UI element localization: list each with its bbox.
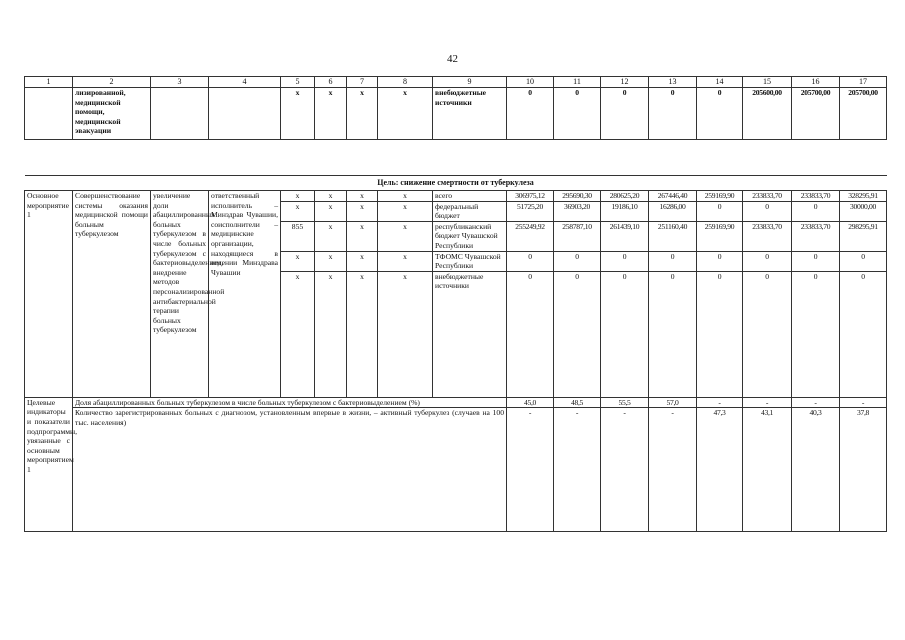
value-cell: 205700,00 — [792, 88, 840, 140]
value-cell: 37,8 — [840, 408, 887, 532]
header-cell: 17 — [840, 77, 887, 88]
value-cell: 51725,20 — [507, 201, 554, 221]
code-cell: х — [347, 201, 378, 221]
value-cell: 0 — [840, 251, 887, 271]
continued-row — [25, 88, 887, 140]
spacer-cell — [25, 140, 887, 176]
value-cell: - — [601, 408, 649, 532]
empty-cell — [25, 88, 73, 140]
value-cell: 0 — [792, 271, 840, 397]
x-cell: х — [378, 88, 433, 140]
code-cell: х — [315, 191, 347, 202]
code-cell: х — [378, 251, 433, 271]
value-cell: 233833,70 — [743, 221, 792, 251]
code-cell: х — [281, 251, 315, 271]
code-cell: х — [315, 201, 347, 221]
value-cell: - — [554, 408, 601, 532]
value-cell: 0 — [697, 251, 743, 271]
header-cell: 7 — [347, 77, 378, 88]
spacer-row — [25, 140, 887, 176]
value-cell: - — [697, 397, 743, 408]
value-cell: - — [507, 408, 554, 532]
activity-col3: увеличение доли абациллированных больных туберкулезом в числе больных туберкулезом с бактериовыделением, внедрение методов персонализированной антибактериальной терапии больных туберкулезом — [151, 191, 209, 398]
indicator-row — [25, 408, 887, 532]
value-cell: 298295,91 — [840, 221, 887, 251]
activity-col2: Совершенствование системы оказания медицинской помощи больным туберкулезом — [73, 191, 151, 398]
code-cell: х — [378, 201, 433, 221]
value-cell: - — [792, 397, 840, 408]
value-cell: 0 — [743, 271, 792, 397]
value-cell: 55,5 — [601, 397, 649, 408]
value-cell: 57,0 — [649, 397, 697, 408]
empty-cell — [151, 88, 209, 140]
code-cell: х — [281, 191, 315, 202]
empty-cell — [209, 88, 281, 140]
value-cell: 0 — [792, 201, 840, 221]
value-cell: 0 — [507, 271, 554, 397]
value-cell: 0 — [792, 251, 840, 271]
value-cell: 45,0 — [507, 397, 554, 408]
value-cell: 0 — [743, 251, 792, 271]
value-cell: 36903,20 — [554, 201, 601, 221]
indicator-row — [25, 397, 887, 408]
value-cell: 0 — [840, 271, 887, 397]
value-cell: 306975,12 — [507, 191, 554, 202]
header-cell: 5 — [281, 77, 315, 88]
code-cell: х — [347, 271, 378, 397]
code-cell: 855 — [281, 221, 315, 251]
header-cell: 14 — [697, 77, 743, 88]
value-cell: 30000,00 — [840, 201, 887, 221]
header-cell: 12 — [601, 77, 649, 88]
header-cell: 6 — [315, 77, 347, 88]
value-cell: 0 — [554, 271, 601, 397]
header-cell: 11 — [554, 77, 601, 88]
value-cell: 233833,70 — [792, 191, 840, 202]
header-cell: 3 — [151, 77, 209, 88]
value-cell: 0 — [649, 88, 697, 140]
header-cell: 4 — [209, 77, 281, 88]
goal-row — [25, 176, 887, 191]
funding-source: всего — [433, 191, 507, 202]
value-cell: 0 — [649, 271, 697, 397]
x-cell: х — [315, 88, 347, 140]
funding-source: внебюджетные источники — [433, 271, 507, 397]
value-cell: - — [649, 408, 697, 532]
value-cell: 280625,20 — [601, 191, 649, 202]
value-cell: 16286,00 — [649, 201, 697, 221]
funding-source: республиканский бюджет Чувашской Республики — [433, 221, 507, 251]
value-cell: - — [743, 397, 792, 408]
value-cell: 47,3 — [697, 408, 743, 532]
value-cell: 295690,30 — [554, 191, 601, 202]
value-cell: 40,3 — [792, 408, 840, 532]
code-cell: х — [315, 251, 347, 271]
program-table — [24, 76, 887, 532]
code-cell: х — [281, 271, 315, 397]
continued-col2: лизированной, медицинской помощи, медицинской эвакуации — [73, 88, 151, 140]
header-row — [25, 77, 887, 88]
code-cell: х — [378, 221, 433, 251]
value-cell: 205600,00 — [743, 88, 792, 140]
indicators-label: Целевые индикаторы и показатели подпрограммы, увязанные с основным мероприятием 1 — [25, 397, 73, 532]
x-cell: х — [281, 88, 315, 140]
value-cell: 205700,00 — [840, 88, 887, 140]
value-cell: 233833,70 — [792, 221, 840, 251]
value-cell: 259169,90 — [697, 221, 743, 251]
value-cell: 0 — [554, 251, 601, 271]
value-cell: 328295,91 — [840, 191, 887, 202]
value-cell: 261439,10 — [601, 221, 649, 251]
goal-title: Цель: снижение смертности от туберкулеза — [25, 176, 887, 191]
code-cell: х — [378, 271, 433, 397]
value-cell: 0 — [697, 88, 743, 140]
indicator-text: Количество зарегистрированных больных с диагнозом, установленным впервые в жизни, – активный туберкулез (случаев на 100 тыс. населения) — [73, 408, 507, 532]
code-cell: х — [347, 251, 378, 271]
header-cell: 1 — [25, 77, 73, 88]
value-cell: 267446,40 — [649, 191, 697, 202]
header-cell: 2 — [73, 77, 151, 88]
header-cell: 13 — [649, 77, 697, 88]
funding-source: федеральный бюджет — [433, 201, 507, 221]
value-cell: 0 — [507, 251, 554, 271]
value-cell: 0 — [697, 201, 743, 221]
value-cell: 255249,92 — [507, 221, 554, 251]
activity-col1: Основное мероприятие 1 — [25, 191, 73, 398]
value-cell: 259169,90 — [697, 191, 743, 202]
indicator-text: Доля абациллированных больных туберкулезом в числе больных туберкулезом с бактериовыделением (%) — [73, 397, 507, 408]
funding-source: внебюджетные источники — [433, 88, 507, 140]
value-cell: 48,5 — [554, 397, 601, 408]
value-cell: 251160,40 — [649, 221, 697, 251]
value-cell: 0 — [507, 88, 554, 140]
value-cell: 0 — [554, 88, 601, 140]
value-cell: - — [840, 397, 887, 408]
header-cell: 15 — [743, 77, 792, 88]
header-cell: 9 — [433, 77, 507, 88]
header-cell: 16 — [792, 77, 840, 88]
code-cell: х — [315, 221, 347, 251]
value-cell: 258787,10 — [554, 221, 601, 251]
value-cell: 233833,70 — [743, 191, 792, 202]
page-number: 42 — [447, 53, 458, 65]
activity-col4: ответственный исполнитель – Минздрав Чувашии, соисполнители – медицинские организации, находящиеся в ведении Минздрава Чувашии — [209, 191, 281, 398]
value-cell: 0 — [601, 88, 649, 140]
value-cell: 19186,10 — [601, 201, 649, 221]
code-cell: х — [347, 191, 378, 202]
value-cell: 0 — [697, 271, 743, 397]
code-cell: х — [315, 271, 347, 397]
value-cell: 43,1 — [743, 408, 792, 532]
funding-source: ТФОМС Чувашской Республики — [433, 251, 507, 271]
header-cell: 8 — [378, 77, 433, 88]
code-cell: х — [281, 201, 315, 221]
value-cell: 0 — [601, 271, 649, 397]
header-cell: 10 — [507, 77, 554, 88]
code-cell: х — [378, 191, 433, 202]
x-cell: х — [347, 88, 378, 140]
code-cell: х — [347, 221, 378, 251]
value-cell: 0 — [649, 251, 697, 271]
value-cell: 0 — [743, 201, 792, 221]
activity-row-total — [25, 191, 887, 202]
value-cell: 0 — [601, 251, 649, 271]
